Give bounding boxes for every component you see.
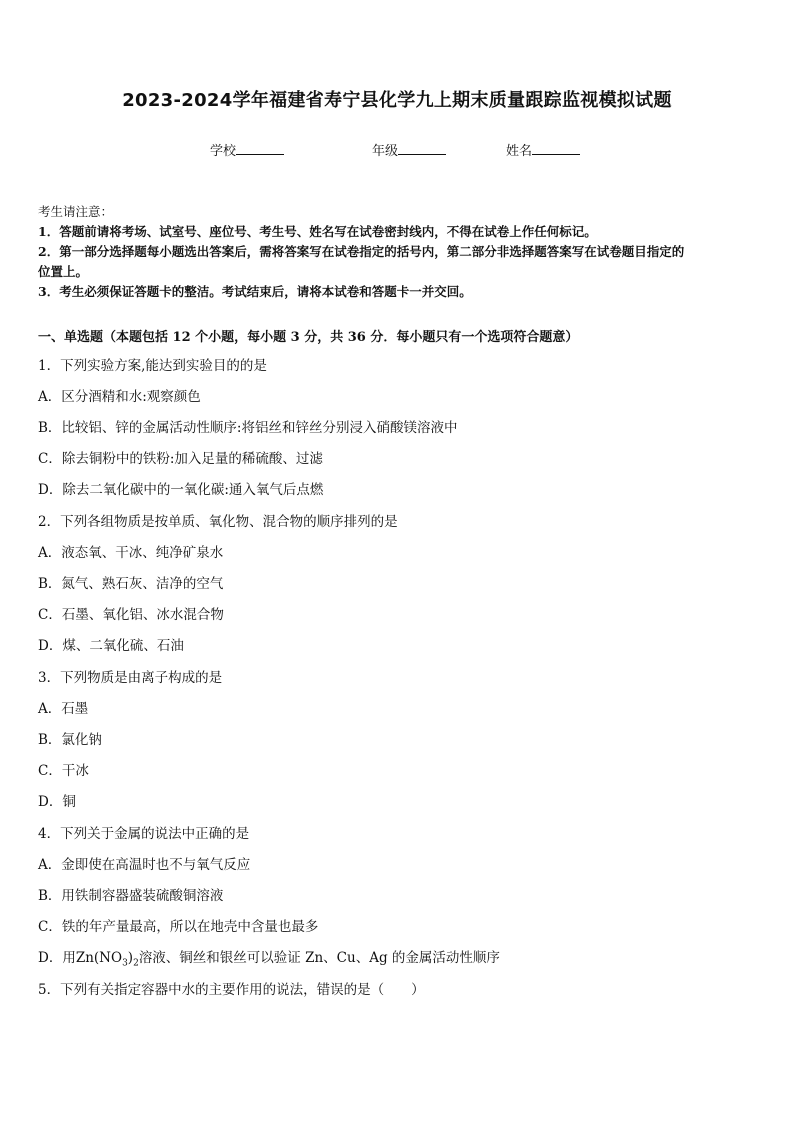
grade-blank — [398, 142, 446, 155]
notice-item: 位置上。 — [38, 264, 89, 279]
option-a: A．液态氧、干冰、纯净矿泉水 — [38, 545, 224, 561]
option-c: C．干冰 — [38, 763, 89, 779]
question-stem: 4．下列关于金属的说法中正确的是 — [38, 826, 250, 842]
school-label: 学校 — [210, 144, 237, 159]
option-d-label: D． — [38, 950, 63, 966]
formula-paren: ) — [127, 950, 134, 966]
option-a: A．金即使在高温时也不与氧气反应 — [38, 857, 251, 873]
option-a: A．区分酒精和水:观察颜色 — [38, 389, 201, 405]
notice-item: 1．答题前请将考场、试室号、座位号、考生号、姓名写在试卷密封线内，不得在试卷上作任何标记。 — [38, 224, 597, 239]
option-c: C．除去铜粉中的铁粉:加入足量的稀硫酸、过滤 — [38, 451, 323, 467]
grade-label: 年级 — [372, 144, 399, 159]
section-heading: 一、单选题（本题包括 12 个小题，每小题 3 分，共 36 分．每小题只有一个选项符合题意） — [38, 330, 579, 345]
notice-item: 2．第一部分选择题每小题选出答案后，需将答案写在试卷指定的括号内，第二部分非选择题答案写在试卷题目指定的 — [38, 244, 685, 259]
formula-subscript: 3 — [122, 958, 128, 969]
question-stem: 5．下列有关指定容器中水的主要作用的说法，错误的是（ ） — [38, 982, 425, 998]
name-field — [506, 140, 580, 159]
question-stem: 1．下列实验方案,能达到实验目的的是 — [38, 358, 267, 374]
option-b: B．氯化钠 — [38, 732, 102, 748]
option-d-formula: 用Zn(NO — [62, 950, 123, 966]
option-d-text: 溶液、铜丝和银丝可以验证 Zn、Cu、Ag 的金属活动性顺序 — [138, 950, 500, 966]
option-d: D．除去二氧化碳中的一氧化碳:通入氧气后点燃 — [38, 482, 324, 498]
exam-title: 2023-2024学年福建省寿宁县化学九上期末质量跟踪监视模拟试题 — [122, 90, 672, 111]
option-d: D．铜 — [38, 794, 76, 810]
option-d — [38, 946, 500, 969]
school-field — [210, 140, 284, 159]
grade-field — [372, 140, 446, 159]
school-blank — [236, 142, 284, 155]
name-label: 姓名 — [506, 144, 533, 159]
option-a: A．石墨 — [38, 701, 89, 717]
option-b: B．氮气、熟石灰、洁净的空气 — [38, 576, 224, 592]
option-d: D．煤、二氧化硫、石油 — [38, 638, 184, 654]
option-c: C．石墨、氧化铝、冰水混合物 — [38, 607, 224, 623]
notice-block — [38, 202, 764, 302]
notice-heading: 考生请注意： — [38, 204, 114, 219]
question-stem: 3．下列物质是由离子构成的是 — [38, 670, 223, 686]
notice-item: 3．考生必须保证答题卡的整洁。考试结束后，请将本试卷和答题卡一并交回。 — [38, 284, 472, 299]
name-blank — [532, 142, 580, 155]
option-b: B．比较铝、锌的金属活动性顺序:将铝丝和锌丝分别浸入硝酸镁溶液中 — [38, 420, 458, 436]
option-b: B．用铁制容器盛装硫酸铜溶液 — [38, 888, 224, 904]
question-stem: 2．下列各组物质是按单质、氧化物、混合物的顺序排列的是 — [38, 514, 398, 530]
formula-subscript: 2 — [133, 958, 139, 969]
option-c: C．铁的年产量最高，所以在地壳中含量也最多 — [38, 919, 319, 935]
